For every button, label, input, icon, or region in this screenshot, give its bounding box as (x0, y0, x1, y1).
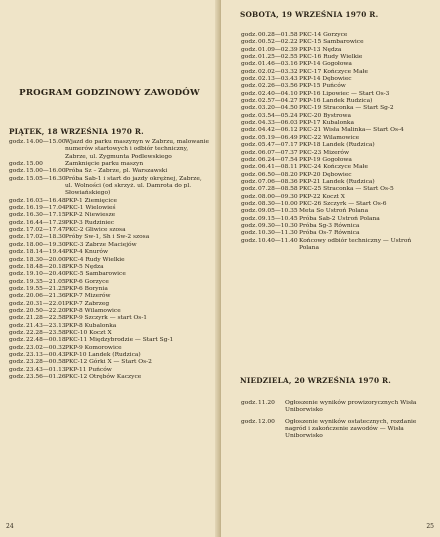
schedule-row (241, 127, 431, 134)
schedule-row (241, 83, 431, 90)
event-description: PKC-22 Wilamowice (299, 134, 360, 141)
event-description: PKC-24 Kończyce Małe (299, 164, 368, 171)
time-prefix: godz. (9, 329, 26, 336)
time-prefix: godz. (241, 39, 258, 46)
time-range: 23.02—00.32 (26, 344, 66, 351)
time-prefix: godz. (241, 142, 258, 149)
schedule-row (9, 168, 209, 175)
event-description: PKP-6 Borynia (65, 285, 108, 292)
time-range: 17.02—17.47 (26, 227, 66, 234)
schedule-row (9, 374, 209, 381)
time-prefix: godz. (9, 374, 26, 380)
time-range: 01.46—03.16 (258, 61, 298, 68)
time-prefix: godz. (241, 230, 258, 237)
event-description: PKP-16 Landek Rudzica) (299, 98, 373, 105)
time-range: 10.40—11.40 (258, 237, 298, 244)
time-prefix: godz. (241, 46, 258, 53)
time-prefix: godz. (241, 215, 258, 222)
time-prefix: godz. (9, 359, 26, 366)
schedule-row (241, 69, 431, 76)
time-prefix: godz. (241, 418, 258, 425)
event-description: PKP-15 Puńców (299, 83, 346, 90)
schedule-row (9, 279, 209, 286)
time-prefix: godz. (241, 54, 258, 61)
time-prefix: godz. (9, 227, 26, 234)
schedule-row (9, 198, 209, 205)
event-description: PKP-13 Nędza (299, 46, 342, 53)
event-description: Próba Sg-3 Równica (299, 222, 360, 229)
time-prefix: godz. (9, 219, 26, 226)
event-description: PKC-20 Bystrowa (299, 112, 352, 119)
time-prefix: godz. (241, 112, 258, 119)
time-range: 23.13—00.43 (26, 351, 66, 358)
event-description: PKP-9 Szczyrk — start Os-1 (65, 315, 148, 322)
page-number-right: 25 (426, 523, 434, 530)
time-range: 04.42—06.12 (258, 127, 298, 134)
time-prefix: godz. (9, 197, 26, 204)
schedule-row (241, 113, 431, 120)
time-prefix: godz. (9, 205, 26, 212)
time-range: 23.28—00.58 (26, 359, 66, 366)
time-range: 10.30—11.30 (258, 230, 298, 237)
time-range: 02.02—03.32 (258, 68, 298, 75)
schedule-row (241, 230, 431, 237)
time-range: 12.00 (258, 418, 275, 425)
event-description: PKC-2 Gliwice szosa (65, 227, 126, 234)
event-description: PKP-10 Landek (Rudzica) (65, 351, 141, 358)
time-range: 07.06—08.36 (258, 178, 298, 185)
time-range: 16.44—17.29 (26, 219, 66, 226)
schedule-row (9, 205, 209, 212)
schedule-row (241, 39, 431, 46)
event-description: PKP-6 Gorzyce (65, 278, 109, 285)
time-range: 09.30—10.30 (258, 222, 298, 229)
time-range: 23.56—01.26 (26, 374, 66, 380)
event-description: PKC-3 Zabrze Maciejów (65, 241, 137, 248)
event-description: PKP-8 Kubalonka (65, 322, 117, 329)
time-prefix: godz. (9, 344, 26, 351)
event-description: PKC-19 Straconka — Start Sg-2 (299, 105, 394, 112)
schedule-row (9, 293, 209, 300)
schedule-row (241, 419, 431, 441)
schedule-row (9, 212, 209, 219)
time-prefix: godz. (241, 90, 258, 97)
schedule-row (241, 194, 431, 201)
time-prefix: godz. (241, 76, 258, 83)
schedule-row (241, 54, 431, 61)
schedule-row (241, 150, 431, 157)
event-description: PKP-5 Nędza (65, 263, 104, 270)
event-description: Wjazd do parku maszynyn w Zabrzu, malowanie numerów startowych i odbiór techniczny, Zabrze, ul. Zygmunta Podlewskiego (65, 139, 209, 160)
schedule-row (9, 323, 209, 330)
time-range: 20.06—21.36 (26, 293, 66, 300)
schedule-row (241, 164, 431, 171)
schedule-row (9, 330, 209, 337)
time-range: 09.15—10.45 (258, 215, 298, 222)
time-prefix: godz. (241, 61, 258, 68)
time-range: 06.41—08.11 (258, 164, 298, 171)
time-range: 03.54—05.24 (258, 112, 298, 119)
page-number-left: 24 (6, 523, 14, 530)
event-description: PKP-17 Kubalonka (299, 120, 355, 127)
event-description: PKP-14 Dębowiec (299, 76, 352, 83)
event-description: PKC-21 Wisła Malinka— Start Os-4 (299, 127, 404, 134)
time-range: 16.19—17.04 (26, 205, 66, 212)
time-prefix: godz. (9, 337, 26, 344)
schedule-row (241, 179, 431, 186)
schedule-row (241, 32, 431, 39)
time-prefix: godz. (9, 168, 26, 175)
time-prefix: godz. (9, 161, 26, 168)
event-description: Próba Sab-1 i start do jazdy okrężnej, Zabrze, ul. Wolności (od skrzyż. ul. Damrota do pl. Słowiańskiego) (65, 175, 202, 197)
time-prefix: godz. (9, 293, 26, 300)
event-description: Próba Os-7 Równica (299, 230, 360, 237)
friday-schedule (9, 139, 209, 381)
schedule-row (9, 315, 209, 322)
schedule-row (241, 186, 431, 193)
saturday-schedule (241, 32, 431, 252)
event-description: PKC-25 Straconka — Start Os-5 (299, 186, 394, 193)
event-description: PKC-10 Koczt X (65, 329, 112, 336)
right-page (221, 0, 440, 537)
sunday-heading: NIEDZIELA, 20 WRZEŚNIA 1970 R. (240, 376, 391, 385)
time-prefix: godz. (9, 322, 26, 329)
event-description: PKP-8 Wilamowice (65, 307, 121, 314)
schedule-row (241, 61, 431, 68)
time-prefix: godz. (9, 315, 26, 322)
time-prefix: godz. (241, 98, 258, 105)
event-description: Ogłoszenie wyników prowizorycznych Wisła Uniborwisko (285, 400, 417, 414)
schedule-row (9, 367, 209, 374)
time-prefix: godz. (241, 83, 258, 90)
schedule-row (241, 47, 431, 54)
sunday-schedule (241, 400, 431, 445)
schedule-row (9, 301, 209, 308)
event-description: Zamknięcie parku maszyn (65, 161, 144, 168)
time-prefix: godz. (9, 234, 26, 241)
time-prefix: godz. (9, 263, 26, 270)
time-prefix: godz. (9, 241, 26, 248)
time-range: 09.05—10.35 (258, 208, 298, 215)
time-range: 05.19—06.49 (258, 134, 298, 141)
schedule-row (9, 242, 209, 249)
time-range: 02.13—03.43 (258, 76, 298, 83)
time-prefix: godz. (9, 256, 26, 263)
schedule-row (9, 308, 209, 315)
event-description: Próba Sz – Zabrze, pl. Warszawski (65, 168, 168, 175)
event-description: PKP-9 Komorowice (65, 344, 122, 351)
schedule-row (241, 208, 431, 215)
event-description: PKC-15 Sambarowice (299, 39, 364, 46)
event-description: PKP-20 Dębowiec (299, 171, 352, 178)
schedule-row (9, 359, 209, 366)
time-range: 01.09—02.39 (258, 46, 298, 53)
time-range: 22.48—00.18 (26, 337, 66, 344)
event-description: PKP-16 Lipowiec — Start Os-3 (299, 90, 390, 97)
event-description: PKC-26 Szczyrk — Start Os-6 (299, 200, 387, 207)
schedule-row (241, 142, 431, 149)
event-description: PKC-5 Sambarowice (65, 271, 126, 278)
time-range: 15.00 (26, 161, 43, 168)
event-description: Próba Sab-2 Ustroń Polana (299, 215, 380, 222)
time-range: 16.03—16.48 (26, 197, 66, 204)
time-prefix: godz. (241, 105, 258, 112)
time-range: 18.14—19.44 (26, 249, 66, 256)
saturday-heading: SOBOTA, 19 WRZEŚNIA 1970 R. (240, 10, 379, 19)
time-prefix: godz. (241, 127, 258, 134)
time-prefix: godz. (9, 175, 26, 182)
time-range: 02.57—04.27 (258, 98, 298, 105)
event-description: PKP-1 Ziemięcice (65, 197, 118, 204)
schedule-row (9, 234, 209, 241)
time-range: 05.47—07.17 (258, 142, 298, 149)
time-prefix: godz. (241, 120, 258, 127)
time-range: 21.28—22.58 (26, 315, 66, 322)
event-description: PKP-18 Landek (Rudzica) (299, 142, 375, 149)
time-prefix: godz. (241, 134, 258, 141)
event-description: PKC-11 Międzybrodzie — Start Sg-1 (65, 337, 174, 344)
time-prefix: godz. (241, 186, 258, 193)
time-prefix: godz. (241, 222, 258, 229)
time-prefix: godz. (241, 32, 258, 38)
left-page (0, 0, 219, 537)
event-description: Próby Sw-1, Sh i Sw-2 szosa (65, 234, 150, 241)
event-description: Ogłoszenie wyników ostatecznych, rozdanie nagród i zakończenie zawodów — Wisła Uniborwisko (285, 418, 417, 440)
schedule-row (9, 337, 209, 344)
event-description: PKC-1 Wielowieś (65, 205, 116, 212)
time-prefix: godz. (241, 200, 258, 207)
time-range: 18.48—20.18 (26, 263, 66, 270)
time-range: 03.20—04.50 (258, 105, 298, 112)
time-prefix: godz. (9, 366, 26, 373)
time-range: 21.43—23.13 (26, 322, 66, 329)
schedule-row (241, 91, 431, 98)
schedule-row (241, 238, 431, 253)
schedule-row (241, 120, 431, 127)
time-range: 11.20 (258, 400, 275, 406)
event-description: PKP-7 Zabrzeg (65, 300, 110, 307)
event-description: PKP-22 Koczt X (299, 193, 345, 200)
event-description: PKP-14 Gogołowa (299, 61, 352, 68)
time-prefix: godz. (9, 300, 26, 307)
time-range: 19.55—21.25 (26, 285, 66, 292)
schedule-row (241, 216, 431, 223)
schedule-row (9, 176, 209, 198)
time-range: 20.31—22.01 (26, 300, 66, 307)
time-range: 04.33—06.03 (258, 120, 298, 127)
time-range: 06.24—07.54 (258, 156, 298, 163)
schedule-row (9, 257, 209, 264)
event-description: PKP-2 Niewiesze (65, 212, 116, 219)
schedule-row (9, 220, 209, 227)
event-description: Meta So Ustroń Polana (299, 208, 369, 215)
event-description: PKC-12 Górki X — Start Os-2 (65, 359, 152, 366)
time-prefix: godz. (241, 237, 258, 244)
schedule-row (241, 105, 431, 112)
time-range: 02.26—03.56 (258, 83, 298, 90)
time-range: 01.25—02.55 (258, 54, 298, 61)
event-description: PKC-4 Rudy Wielkie (65, 256, 125, 263)
time-prefix: godz. (241, 400, 258, 406)
schedule-row (241, 172, 431, 179)
schedule-row (9, 264, 209, 271)
time-range: 16.30—17.15 (26, 212, 66, 219)
time-range: 08.00—09.30 (258, 193, 298, 200)
event-description: PKP-11 Puńców (65, 366, 112, 373)
time-prefix: godz. (241, 171, 258, 178)
time-range: 17.02—18.30 (26, 234, 66, 241)
time-range: 00.52—02.22 (258, 39, 298, 46)
time-range: 08.30—10.00 (258, 200, 298, 207)
time-range: 23.43—01.13 (26, 366, 66, 373)
time-range: 18.00—19.30 (26, 241, 66, 248)
schedule-row (9, 249, 209, 256)
schedule-row (9, 139, 209, 161)
event-description: PKC-17 Kończyce Małe (299, 68, 368, 75)
time-prefix: godz. (241, 68, 258, 75)
time-range: 15.05—16.30 (26, 175, 66, 182)
time-prefix: godz. (9, 278, 26, 285)
time-range: 19.35—21.05 (26, 278, 66, 285)
time-range: 06.07—07.37 (258, 149, 298, 156)
time-prefix: godz. (241, 164, 258, 171)
schedule-row (241, 98, 431, 105)
time-prefix: godz. (241, 178, 258, 185)
program-title: PROGRAM GODZINOWY ZAWODÓW (19, 88, 200, 98)
event-description: PKC-23 Mizerów (299, 149, 349, 156)
time-range: 06.50—08.20 (258, 171, 298, 178)
time-prefix: godz. (241, 156, 258, 163)
schedule-row (241, 400, 431, 415)
time-range: 02.40—04.10 (258, 90, 298, 97)
event-description: PKC-16 Rudy Wielkie (299, 54, 363, 61)
schedule-row (9, 271, 209, 278)
time-prefix: godz. (9, 351, 26, 358)
time-range: 22.28—23.58 (26, 329, 66, 336)
time-prefix: godz. (9, 212, 26, 219)
time-range: 20.50—22.20 (26, 307, 66, 314)
time-range: 14.00—15.00 (26, 139, 66, 145)
friday-heading: PIĄTEK, 18 WRZEŚNIA 1970 R. (9, 127, 144, 136)
schedule-row (9, 345, 209, 352)
time-range: 18.30—20.00 (26, 256, 66, 263)
time-prefix: godz. (9, 249, 26, 256)
time-range: 07.28—08.58 (258, 186, 298, 193)
time-prefix: godz. (9, 285, 26, 292)
time-prefix: godz. (9, 307, 26, 314)
time-prefix: godz. (9, 271, 26, 278)
event-description: PKC-12 Otrębów Kaczyce (65, 374, 142, 380)
time-prefix: godz. (241, 193, 258, 200)
time-prefix: godz. (9, 139, 26, 145)
event-description: PKC-14 Gorzyce (299, 32, 348, 38)
time-range: 00.28—01.58 (258, 32, 298, 38)
event-description: PKP-19 Gogołowa (299, 156, 352, 163)
event-description: PKP-4 Knurów (65, 249, 109, 256)
event-description: PKP-7 Mizerów (65, 293, 111, 300)
time-range: 19.10—20.40 (26, 271, 66, 278)
time-range: 15.00—16.00 (26, 168, 66, 175)
event-description: PKP-3 Rudziniec (65, 219, 115, 226)
event-description: Końcowy odbiór techniczny — Ustroń Polana (299, 237, 412, 251)
event-description: PKP-21 Landek (Rudzica) (299, 178, 375, 185)
time-prefix: godz. (241, 208, 258, 215)
time-prefix: godz. (241, 149, 258, 156)
